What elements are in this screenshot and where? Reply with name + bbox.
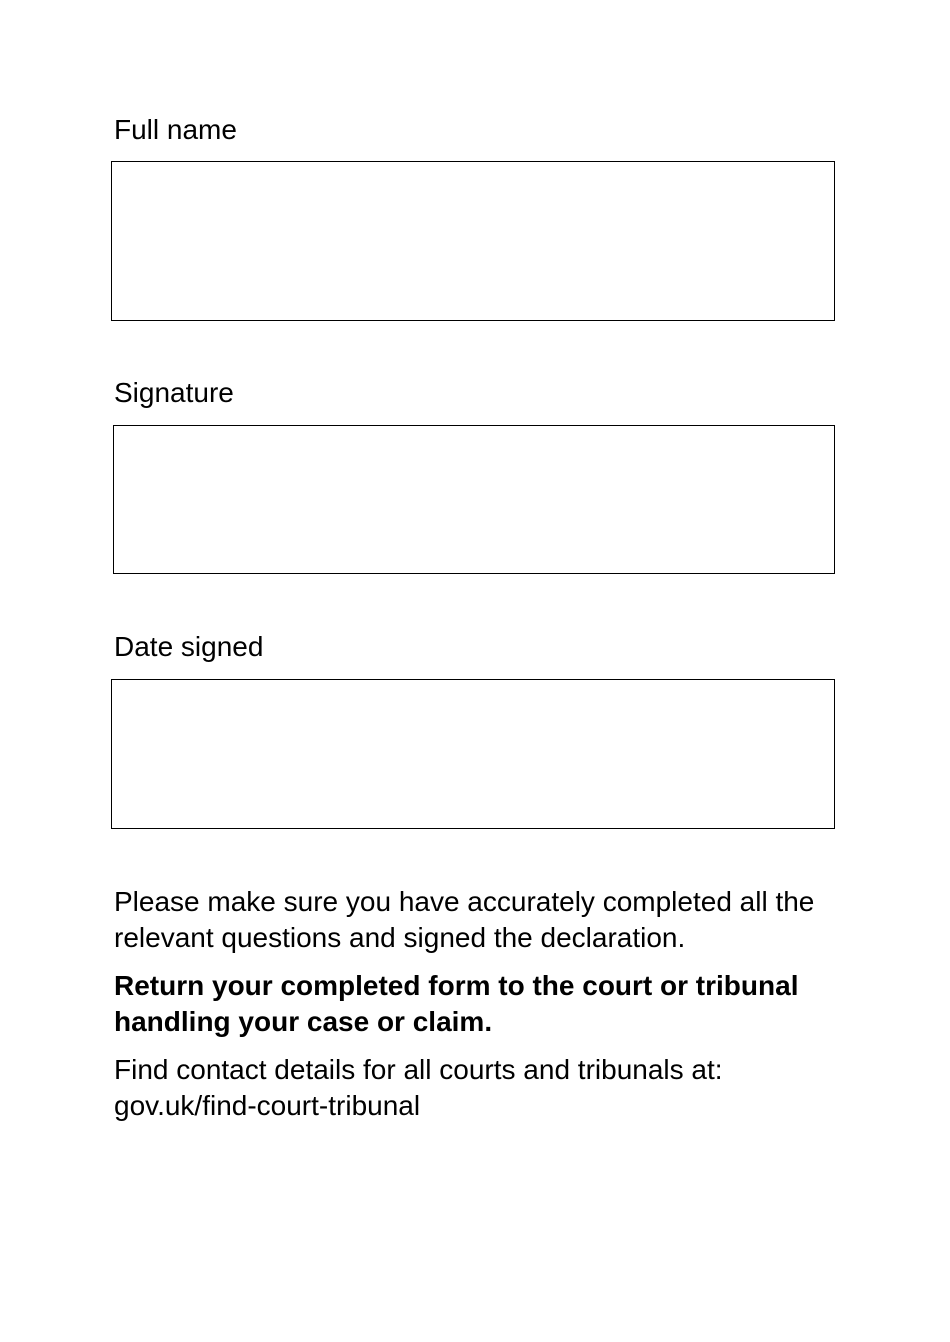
completion-reminder-line-2: relevant questions and signed the declaration. <box>114 921 686 953</box>
return-instruction <box>114 968 844 1039</box>
court-finder-link[interactable]: gov.uk/find-court-tribunal <box>114 1089 421 1121</box>
completion-reminder <box>114 884 844 955</box>
date-signed-label: Date signed <box>114 631 264 662</box>
return-instruction-line-1: Return your completed form to the court or tribunal <box>114 970 799 1001</box>
signature-label: Signature <box>114 377 234 408</box>
full-name-label: Full name <box>114 114 237 145</box>
completion-reminder-line-1: Please make sure you have accurately completed all the <box>114 886 815 917</box>
contact-details-line: Find contact details for all courts and tribunals at: <box>114 1054 723 1085</box>
date-signed-field[interactable] <box>111 679 835 829</box>
full-name-field[interactable] <box>111 161 835 321</box>
contact-details <box>114 1052 844 1123</box>
signature-field[interactable] <box>113 425 835 574</box>
return-instruction-line-2: handling your case or claim. <box>114 1005 493 1037</box>
